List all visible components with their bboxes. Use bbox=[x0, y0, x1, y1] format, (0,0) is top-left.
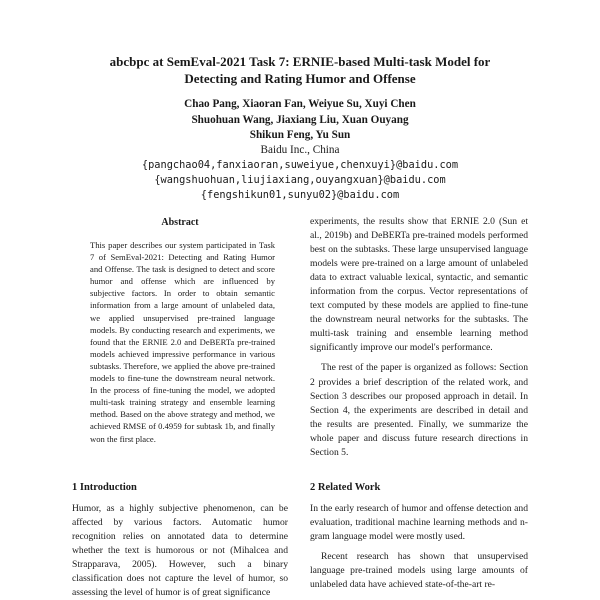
author-list bbox=[40, 97, 560, 144]
title-line-2: Detecting and Rating Humor and Offense bbox=[184, 71, 416, 86]
related-work-paragraph-2: Recent research has shown that unsupervised language pre-trained models using large amounts of unlabeled data have achieved state-of-the-art re- bbox=[310, 551, 528, 591]
email-line-3: {fengshikun01,sunyu02}@baidu.com bbox=[200, 189, 400, 201]
related-work-body bbox=[310, 502, 528, 592]
right-column-paragraph-2: The rest of the paper is organized as follows: Section 2 provides a brief description of the related work, and Section 3 describes our proposed approach in detail. In Section 4, the experiments are described in detail and the results are presented. Finally, we summarize the whole paper and discuss future research directions in Section 5. bbox=[310, 362, 528, 458]
title-line-1: abcbpc at SemEval-2021 Task 7: ERNIE-based Multi-task Model for bbox=[109, 54, 491, 69]
introduction-text bbox=[72, 502, 288, 600]
abstract-heading: Abstract bbox=[161, 217, 199, 228]
email-line-1: {pangchao04,fanxiaoran,suweiyue,chenxuyi}@baidu.com bbox=[141, 159, 459, 171]
authors-line-2: Shuohuan Wang, Jiaxiang Liu, Xuan Ouyang bbox=[191, 113, 409, 126]
email-line-2: {wangshuohuan,liujiaxiang,ouyangxuan}@baidu.com bbox=[154, 174, 446, 186]
right-column-body bbox=[310, 215, 528, 460]
introduction-heading: 1 Introduction bbox=[72, 482, 137, 493]
introduction-paragraph: Humor, as a highly subjective phenomenon, can be affected by various factors. Automatic humor recognition relies on annotated data to determine whether the text is humorous or not (Mihalcea and Strapparava, 2005). However, such a binary classification does not capture the level of humor, so assessing the level of humor is of great significance bbox=[72, 503, 288, 599]
authors-line-1: Chao Pang, Xiaoran Fan, Weiyue Su, Xuyi Chen bbox=[184, 98, 416, 110]
related-work-heading: 2 Related Work bbox=[310, 482, 381, 493]
abstract-text: This paper describes our system participated in Task 7 of SemEval-2021: Detecting and Rating Humor and Offense. The task is designed to detect and score humor and offense which are influenced by subjective factors. In order to obtain semantic information from a large amount of unlabeled data, we applied unsupervised pre-trained language models. By conducting research and experiments, we found that the ERNIE 2.0 and DeBERTa pre-trained models achieved impressive performance in various subtasks. Therefore, we applied the above pre-trained models to fine-tune the downstream neural network. In the process of fine-tuning the model, we adopted multi-task training strategy and ensemble learning method. Based on the above strategy and method, we achieved RMSE of 0.4959 for subtask 1b, and finally won the first place. bbox=[90, 240, 275, 444]
authors-line-3: Shikun Feng, Yu Sun bbox=[249, 129, 351, 141]
paper-title bbox=[40, 53, 560, 87]
right-column-paragraph-1: experiments, the results show that ERNIE 2.0 (Sun et al., 2019b) and DeBERTa pre-trained models performed best on the subtasks. These large unsupervised language models were pre-trained on a large amount of unlabeled data to extract valuable lexical, syntactic, and semantic information from the corpus. Vector representations of text computed by these models are applied to fine-tune the downstream neural networks for the subtasks. The multi-task training and ensemble learning method significantly improve our model's performance. bbox=[310, 216, 528, 354]
affiliation-org: Baidu Inc., China bbox=[260, 144, 340, 156]
related-work-paragraph-1: In the early research of humor and offense detection and evaluation, traditional machine learning methods and n-gram language model were mostly used. bbox=[310, 503, 528, 543]
affiliation-block bbox=[40, 143, 560, 203]
